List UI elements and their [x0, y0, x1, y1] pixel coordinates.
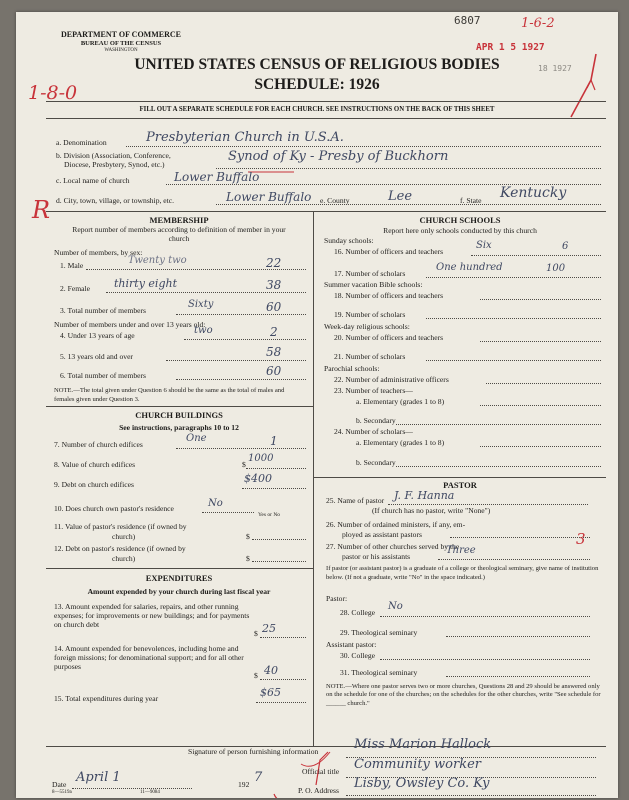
q25-label: 25. Name of pastor	[326, 496, 385, 505]
q25-value: J. F. Hanna	[394, 489, 455, 502]
city-value: Lower Buffalo	[226, 190, 312, 204]
members-by-sex-label: Number of members, by sex:	[54, 248, 143, 257]
form-title: UNITED STATES CENSUS OF RELIGIOUS BODIES	[134, 56, 500, 73]
city-label: WASHINGTON	[104, 48, 138, 53]
county-value: Lee	[388, 189, 413, 204]
q4-words: two	[194, 325, 213, 336]
form-code: 8—5519a	[52, 790, 72, 795]
q3-label: 3. Total number of members	[60, 306, 147, 315]
stamp-number: 6807	[454, 14, 481, 27]
q26-label-2: ployed as assistant pastors	[342, 530, 422, 539]
left-margin-note: 1-8-0	[28, 82, 78, 104]
buildings-instructions: See instructions, paragraphs 10 to 12	[119, 423, 239, 432]
q25-note: (If church has no pastor, write "None")	[372, 506, 491, 515]
county-label: e. County	[320, 196, 350, 205]
denomination-label: a. Denomination	[56, 138, 107, 147]
q7-words: One	[186, 433, 207, 444]
city-label: d. City, town, village, or township, etc.	[56, 196, 175, 205]
q14-dollar: $	[254, 671, 258, 680]
q8-label: 8. Value of church edifices	[54, 460, 136, 469]
pastor-heading: PASTOR	[443, 480, 477, 490]
q14-label: 14. Amount expended for benevolences, including home and foreign missions; for denominational support; and for all other purposes	[54, 644, 244, 671]
buildings-heading: CHURCH BUILDINGS	[135, 410, 223, 420]
q23b-label: b. Secondary	[356, 416, 396, 425]
q16-value: 6	[562, 241, 569, 252]
year-suffix: 7	[254, 770, 263, 785]
q9-label: 9. Debt on church edifices	[54, 480, 134, 489]
schools-intro: Report here only schools conducted by this church	[383, 226, 537, 235]
q24a-label: a. Elementary (grades 1 to 8)	[356, 438, 445, 447]
parochial-schools-label: Parochial schools:	[324, 364, 380, 373]
state-value: Kentucky	[500, 185, 567, 201]
pastor-note: NOTE.—Where one pastor serves two or more churches, Questions 28 and 29 should be answered only on the schedule for one of the churches; on the schedules for the other churches, write "See schedule for ______ church."	[326, 683, 601, 707]
q3-words: Sixty	[188, 299, 214, 310]
q8-dollar: $	[242, 460, 246, 469]
schools-heading: CHURCH SCHOOLS	[419, 215, 501, 225]
members-by-age-label: Number of members under and over 13 years old:	[54, 320, 206, 329]
signature-value: Miss Marion Hallock	[354, 737, 492, 752]
date-value: April 1	[76, 770, 121, 785]
date-label: Date	[52, 780, 67, 789]
division-label-2: Diocese, Presbytery, Synod, etc.)	[64, 160, 165, 169]
summer-schools-label: Summer vacation Bible schools:	[324, 280, 423, 289]
q22-label: 22. Number of administrative officers	[334, 375, 449, 384]
instruction-line: FILL OUT A SEPARATE SCHEDULE FOR EACH CHURCH. SEE INSTRUCTIONS ON THE BACK OF THIS SHEET	[139, 106, 495, 113]
q7-label: 7. Number of church edifices	[54, 440, 143, 449]
q9-value: $400	[244, 472, 272, 485]
q15-value: $65	[260, 686, 281, 699]
local-name-label: c. Local name of church	[56, 176, 130, 185]
q5-label: 5. 13 years old and over	[60, 352, 133, 361]
q11-dollar: $	[246, 532, 250, 541]
pastor-subheading: Pastor:	[326, 594, 348, 603]
q8-value: 1000	[248, 453, 274, 464]
membership-heading: MEMBERSHIP	[149, 215, 209, 225]
bureau-label: BUREAU OF THE CENSUS	[80, 40, 162, 47]
po-address-label: P. O. Address	[298, 786, 339, 795]
q29-label: 29. Theological seminary	[340, 628, 418, 637]
print-code: 11—9084	[140, 790, 160, 795]
q3-value: 60	[266, 300, 282, 314]
membership-intro: Report number of members according to definition of member in your church	[72, 225, 286, 243]
q12-label-1: 12. Debt on pastor's residence (if owned by	[54, 544, 186, 553]
q12-label-2: church)	[112, 554, 136, 563]
q19-label: 19. Number of scholars	[334, 310, 406, 319]
q13-label: 13. Amount expended for salaries, repairs, and other running expenses; for improvements or new buildings; and for payments on church debt	[54, 602, 250, 629]
division-value: Synod of Ky - Presby of Buckhorn	[228, 149, 449, 164]
q1-value: 22	[266, 256, 282, 270]
local-name-value: Lower Buffalo	[174, 170, 260, 184]
denomination-value: Presbyterian Church in U.S.A.	[146, 130, 344, 145]
q12-dollar: $	[246, 554, 250, 563]
membership-note: NOTE.—The total given under Question 6 should be the same as the total of males and females given under Question 3.	[54, 387, 285, 403]
q27-label-2: pastor or his assistants	[342, 552, 411, 561]
q17-words: One hundred	[436, 262, 503, 273]
state-label: f. State	[460, 196, 482, 205]
graduate-note: If pastor (or assistant pastor) is a graduate of a college or theological seminary, give name of institution below. (If not a graduate, write "No" in the space indicated.)	[326, 565, 599, 581]
q23-label: 23. Number of teachers—	[334, 386, 413, 395]
q10-value: No	[208, 498, 223, 509]
weekday-schools-label: Week-day religious schools:	[324, 322, 410, 331]
q14-value: 40	[264, 664, 278, 677]
schedule-year: SCHEDULE: 1926	[254, 76, 380, 93]
q7-value: 1	[270, 434, 278, 448]
q16-label: 16. Number of officers and teachers	[334, 247, 444, 256]
division-label-1: b. Division (Association, Conference,	[56, 151, 171, 160]
q20-label: 20. Number of officers and teachers	[334, 333, 444, 342]
sunday-schools-label: Sunday schools:	[324, 236, 374, 245]
q13-value: 25	[262, 622, 276, 635]
census-schedule-sheet	[16, 12, 618, 798]
q16-words: Six	[476, 240, 492, 251]
expenditures-intro: Amount expended by your church during last fiscal year	[87, 587, 271, 596]
q30-label: 30. College	[340, 651, 376, 660]
q11-label-1: 11. Value of pastor's residence (if owned by	[54, 522, 187, 531]
q27-value: Three	[446, 545, 476, 556]
q17-value: 100	[546, 263, 566, 274]
top-note: 1-6-2	[521, 16, 555, 31]
q24b-label: b. Secondary	[356, 458, 396, 467]
q28-label: 28. College	[340, 608, 376, 617]
q2-value: 38	[266, 278, 282, 292]
official-title-label: Official title	[302, 767, 340, 776]
q24-label: 24. Number of scholars—	[334, 427, 413, 436]
r-margin-mark: R	[32, 196, 51, 224]
q31-label: 31. Theological seminary	[340, 668, 418, 677]
q1-label: 1. Male	[60, 261, 84, 270]
year-prefix: 192	[238, 780, 250, 789]
q10-label: 10. Does church own pastor's residence	[54, 504, 174, 513]
q6-value: 60	[266, 364, 282, 378]
q27-label-1: 27. Number of other churches served by the	[326, 542, 460, 551]
q17-label: 17. Number of scholars	[334, 269, 406, 278]
official-title-value: Community worker	[354, 757, 481, 772]
q2-words: thirty eight	[114, 277, 177, 290]
q2-label: 2. Female	[60, 284, 90, 293]
po-address-value: Lisby, Owsley Co. Ky	[354, 776, 490, 791]
q13-dollar: $	[254, 629, 258, 638]
q27-margin-mark: 3	[576, 530, 586, 548]
yes-or-no-hint: Yes or No	[258, 512, 281, 518]
q5-value: 58	[266, 345, 282, 359]
expenditures-heading: EXPENDITURES	[145, 573, 213, 583]
q23a-label: a. Elementary (grades 1 to 8)	[356, 397, 445, 406]
q1-words: Twenty two	[128, 255, 187, 266]
q28-value: No	[388, 601, 403, 612]
q11-label-2: church)	[112, 532, 136, 541]
q15-label: 15. Total expenditures during year	[54, 694, 159, 703]
q4-label: 4. Under 13 years of age	[60, 331, 135, 340]
assistant-subheading: Assistant pastor:	[326, 640, 377, 649]
q4-value: 2	[270, 325, 278, 339]
q18-label: 18. Number of officers and teachers	[334, 291, 444, 300]
received-stamp-date: APR 1 5 1927	[476, 42, 545, 53]
faint-stamp-date: 18 1927	[538, 64, 572, 73]
department-label: DEPARTMENT OF COMMERCE	[60, 30, 181, 39]
signature-label: Signature of person furnishing information	[188, 747, 319, 756]
q6-label: 6. Total number of members	[60, 371, 147, 380]
q26-label-1: 26. Number of ordained ministers, if any, em-	[326, 520, 466, 529]
q21-label: 21. Number of scholars	[334, 352, 406, 361]
